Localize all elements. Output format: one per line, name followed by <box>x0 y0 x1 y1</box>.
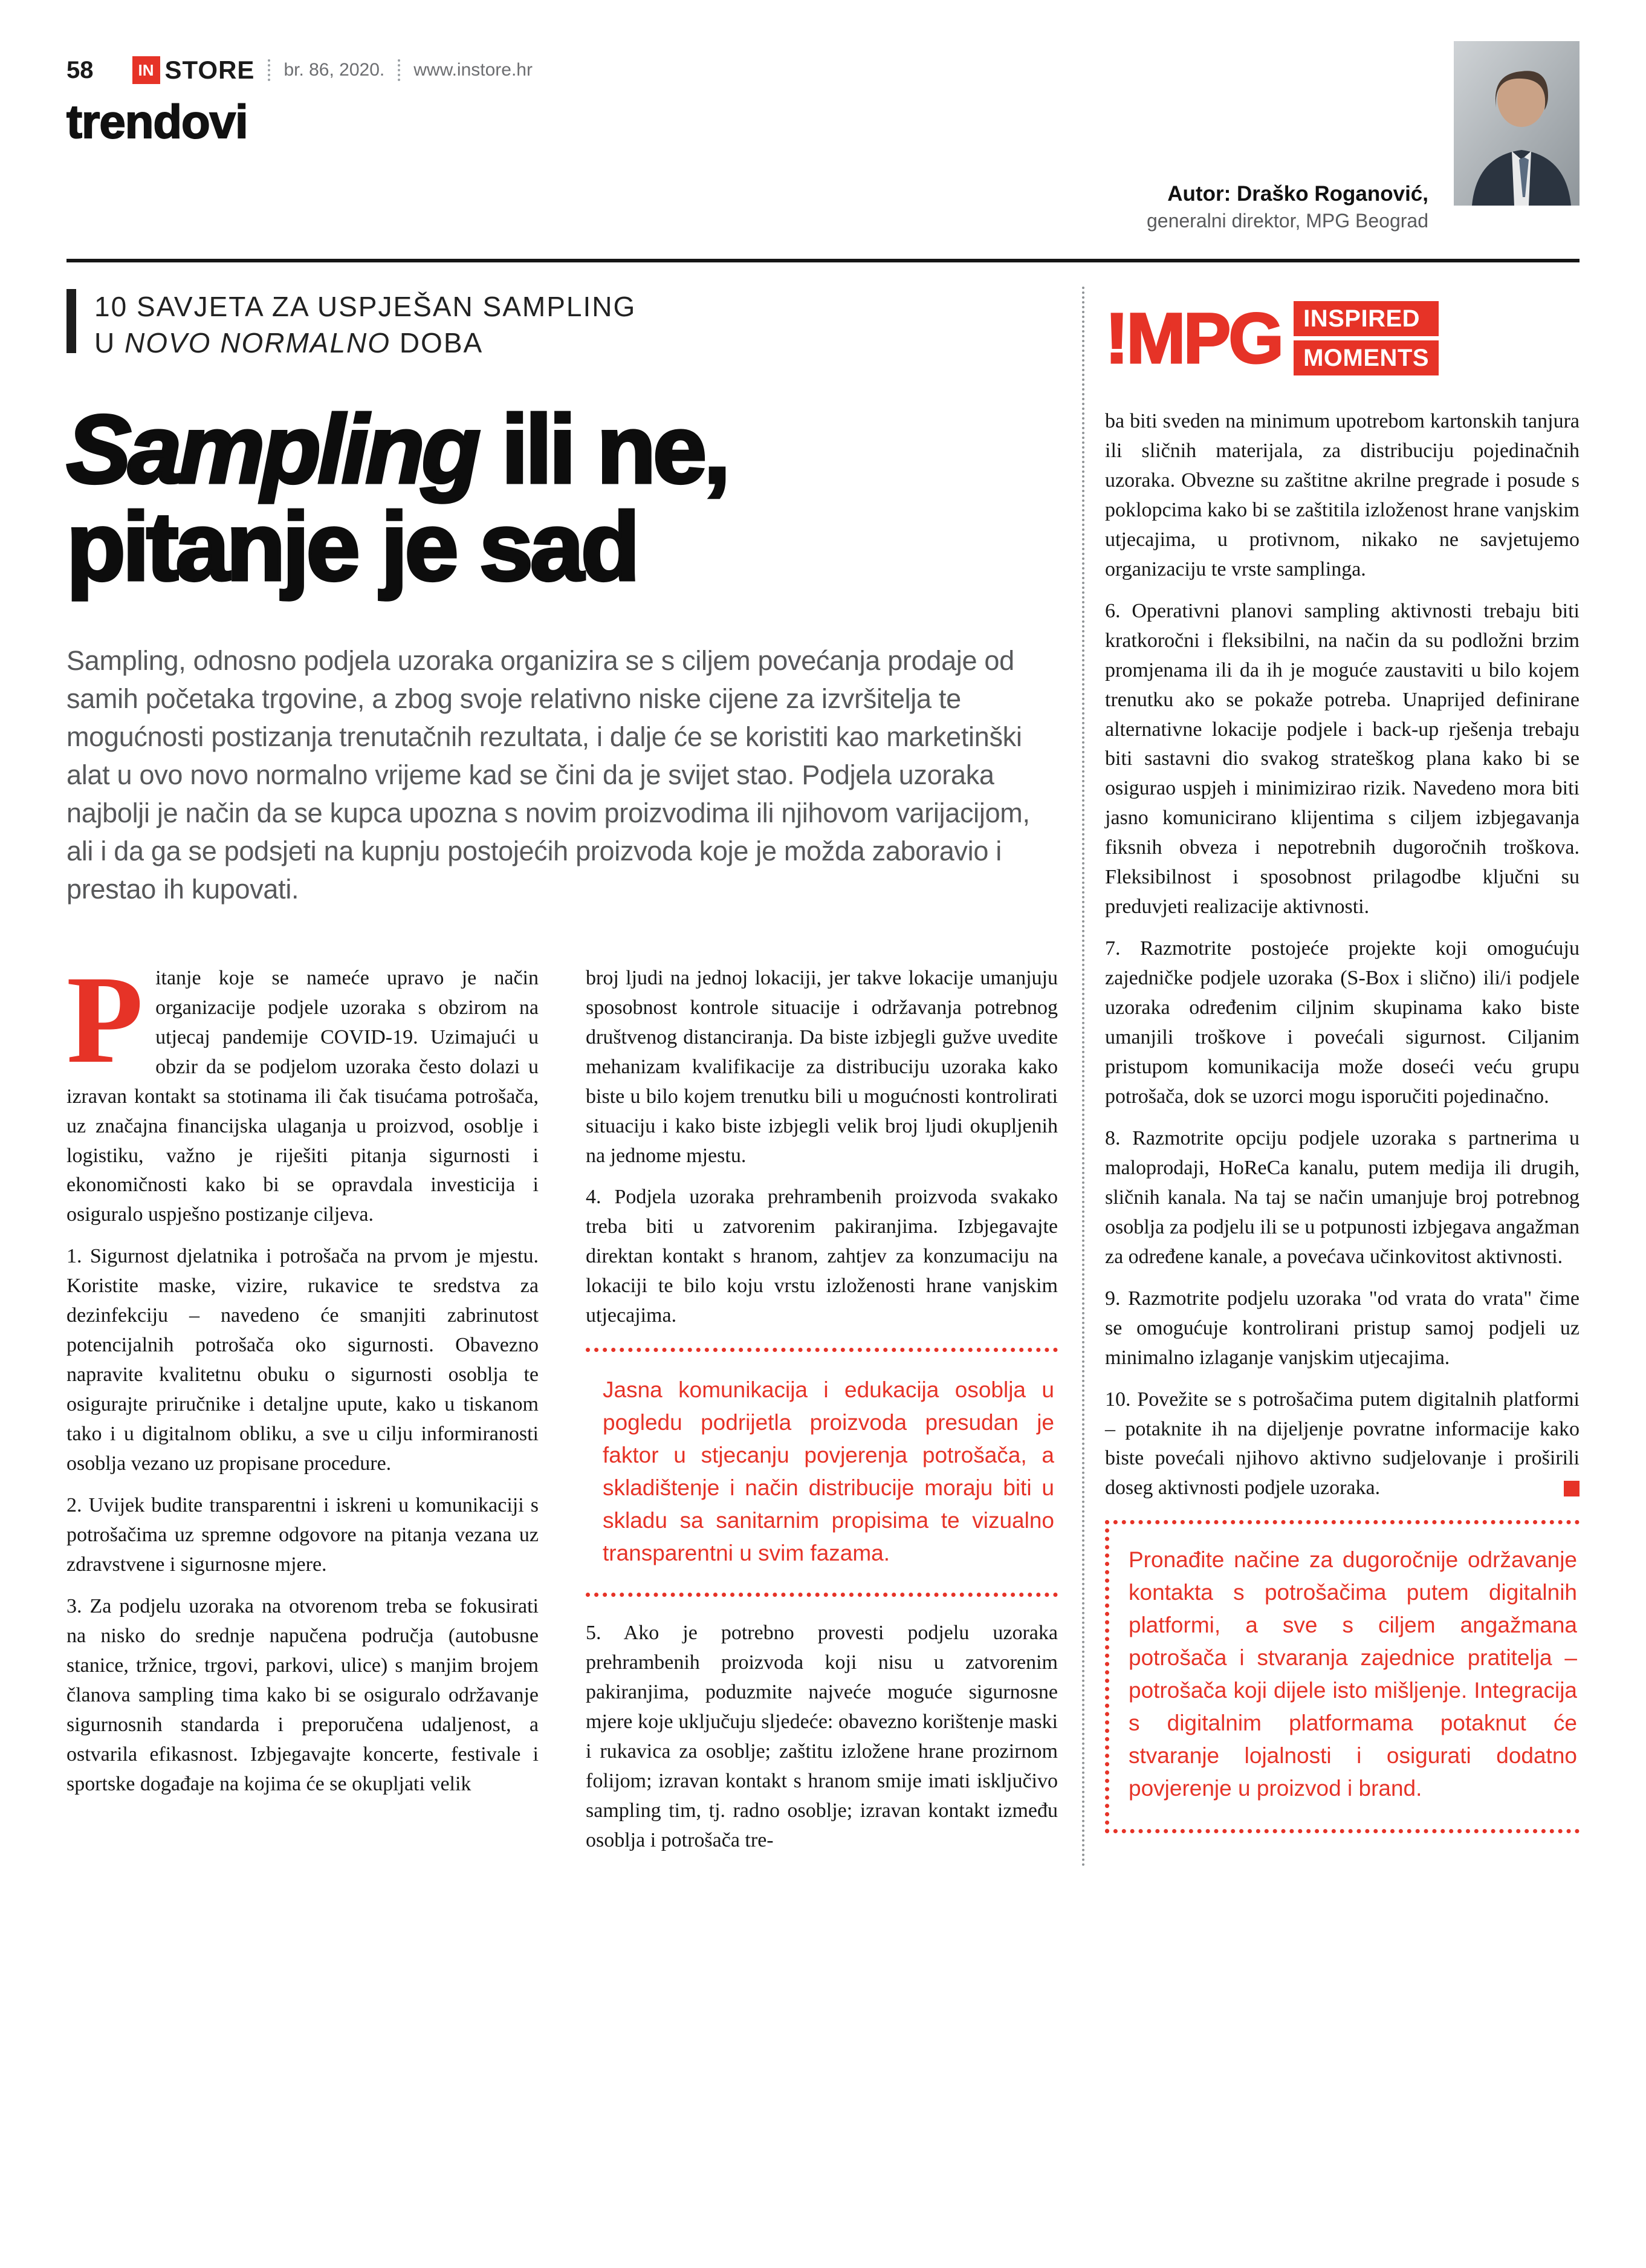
author-name: Autor: Draško Roganović, <box>1167 182 1428 206</box>
callout-box: Pronađite načine za dugoročnije održavanje kontakta s potrošačima putem digitalnih platformi, a sve s ciljem angažmana potrošača i stvaranja zajednice pratitelja – potrošača koji dijele isto mišljenje. Integracija s digitalnim platformama potaknut će stvaranje lojalnosti i osigurati dodatno povjerenje u proizvod i brand. <box>1105 1520 1580 1833</box>
mpg-badge-line2: MOMENTS <box>1294 340 1439 375</box>
header-rule <box>66 259 1580 262</box>
tip-10-text: 10. Povežite se s potrošačima putem digitalnih platformi – potaknite ih na dijeljenje povratne informacije kako biste povećali njihovo aktivno sudjelovanje i proširili doseg aktivnosti podjele uzoraka. <box>1105 1388 1580 1500</box>
author-block <box>1147 182 1428 232</box>
headline-rest-line1: ili ne, <box>478 394 728 503</box>
tip-7: 7. Razmotrite postojeće projekte koji omogućuju zajedničke podjele uzoraka (S-Box i slično) ili/i podjele uzoraka određenim ciljnim skupinama kako biste umanjili troškove i povećali sigurnost. Ciljanim pristupom komunikacija može doseći veću grupu potrošača, dok se uzorci mogu isporučiti pojedinačno. <box>1105 937 1580 1108</box>
author-photo <box>1454 41 1580 206</box>
tip-3: 3. Za podjelu uzoraka na otvorenom treba se fokusirati na nisko do srednje napučena područja (autobusne stanice, tržnice, trgovi, parkovi, ulice) s manjim brojem članova sampling tima kako bi se osiguralo održavanje sigurnosnih standarda i preporučena udaljenost, a ostvarila efikasnost. Izbjegavajte koncerte, festivale i sportske događaje na kojima će se okupljati velik <box>66 1594 539 1795</box>
mpg-logo-text <box>1105 298 1282 379</box>
tip-3-continued: broj ljudi na jednoj lokaciji, jer takve lokacije umanjuju sposobnost kontrole situacije i održavanja potrebnog društvenog distanciranja. Da biste izbjegli gužve uvedite mehanizam kvalifikacije za distribuciju uzoraka kako biste u bilo kojem trenutku bili u mogućnosti kontrolirati situaciju i kako biste izbjegli velik broj ljudi okupljenih na jednome mjestu. <box>586 966 1058 1167</box>
tip-5: 5. Ako je potrebno provesti podjelu uzoraka prehrambenih proizvoda koji nisu u zatvorenim pakiranjima, poduzmite najveće moguće sigurnosne mjere koje uključuju sljedeće: obavezno korištenje maski i rukavica za osoblje; zaštitu izložene hrane prozirnom folijom; izravan kontakt s hranom smije imati isključivo sampling tim, tj. radno osoblje; izravan kontakt između osoblja i potrošača tre- <box>586 1622 1058 1851</box>
kicker-line1: 10 SAVJETA ZA USPJEŠAN SAMPLING <box>94 291 637 322</box>
tip-5-continued: ba biti sveden na minimum upotrebom kartonskih tanjura ili sličnih materijala, za distribuciju pojedinačnih uzoraka. Obvezne su zaštitne akrilne pregrade i posude s poklopcima kako bi se zaštitila izloženost hrane vanjskim utjecajima, u protivnom, nikako ne savjetujemo organizaciju te vrste samplinga. <box>1105 410 1580 580</box>
column-divider <box>1082 287 1084 1868</box>
mpg-badge <box>1294 301 1439 375</box>
body-column-1 <box>66 949 539 1868</box>
tip-6: 6. Operativni planovi sampling aktivnosti trebaju biti kratkoročni i fleksibilni, na način da su podložni brzim promjenama ili da ih je moguće zaustaviti u bilo kojem trenutku ako se pokaže potreba. Unaprijed definirane alternativne lokacije podjele i back-up rješenja trebaju biti sastavni dio svakog strateškog plana kako bi se osigurao uspjeh i minimizirao rizik. Navedeno mora biti jasno komunicirano klijentima s ciljem izbjegavanja fiksnih obveza i nepotrebnih dugoročnih troškova. Fleksibilnost i sposobnost prilagodbe ključni su preduvjeti realizacije aktivnosti. <box>1105 599 1580 918</box>
tip-9: 9. Razmotrite podjelu uzoraka "od vrata do vrata" čime se omogućuje kontrolirani pristup samoj podjeli uz minimalno izlaganje vanjskim utjecajima. <box>1105 1287 1580 1369</box>
body-column-3 <box>1105 283 1580 1868</box>
kicker-line2-post: DOBA <box>390 327 484 359</box>
kicker-text <box>94 289 636 362</box>
tip-4: 4. Podjela uzoraka prehrambenih proizvoda svakako treba biti u zatvorenim pakiranjima. Izbjegavajte direktan kontakt s hranom, zahtjev za konzumaciju na lokaciji te bilo koju vrstu izloženosti hrane vanjskim utjecajima. <box>586 1186 1058 1327</box>
intro-text: itanje koje se nameće upravo je način organizacije podjele uzoraka s obzirom na utjecaj pandemije COVID-19. Uzimajući u obzir da se podjelom uzoraka često dolazi u izravan kontakt sa stotinama ili čak tisućama potrošača, uz značajna financijska ulaganja u proizvod, osoblje i logistiku, važno je riješiti pitanja sigurnosti i ekonomičnosti kako bi se opravdala investicija i osiguralo uspješno postizanje ciljeva. <box>66 966 539 1226</box>
page-header <box>66 0 1580 259</box>
intro-paragraph <box>66 949 539 1230</box>
instore-logo-mark: IN <box>132 56 160 84</box>
kicker-bar <box>66 289 76 353</box>
kicker-line2-pre: U <box>94 327 125 359</box>
headline-line2: pitanje je sad <box>66 492 637 601</box>
masthead-row <box>66 0 1580 85</box>
page-number: 58 <box>66 56 94 83</box>
headline-italic-word: Sampling <box>66 394 478 503</box>
body-column-2 <box>586 964 1058 1868</box>
section-title: trendovi <box>66 95 248 148</box>
separator <box>398 59 400 81</box>
body-columns <box>66 949 1058 1868</box>
article-end-mark <box>1564 1481 1580 1496</box>
issue-number: br. 86, 2020. <box>284 60 385 80</box>
article-content <box>66 283 1580 1868</box>
tip-8: 8. Razmotrite opciju podjele uzoraka s partnerima u maloprodaji, HoReCa kanalu, putem medija ili drugih, sličnih kanala. Na taj se način umanjuje broj potrebnog osoblja za podjelu ili se u potpunosti izbjegava angažman za određene kanale, a povećava učinkovitost aktivnosti. <box>1105 1126 1580 1268</box>
article-left-area <box>66 283 1058 1868</box>
article-lead: Sampling, odnosno podjela uzoraka organizira se s ciljem povećanja prodaje od samih početaka trgovine, a zbog svoje relativno niske cijene za izvršitelja te mogućnosti postizanja trenutačnih rezultata, i dalje će se koristiti kao marketinški alat u ovo novo normalno vrijeme kad se čini da je svijet stao. Podjela uzoraka najbolji je način da se kupca upozna s novim proizvodima ili njihovom varijacijom, ali i da ga se podsjeti na kupnju postojećih proizvoda koje je možda zaboravio i prestao ih kupovati. <box>66 645 1030 905</box>
drop-cap: P <box>66 949 144 1089</box>
article-headline <box>66 394 1058 601</box>
mpg-logo <box>1105 298 1580 379</box>
author-role: generalni direktor, MPG Beograd <box>1146 210 1428 232</box>
tip-2: 2. Uvijek budite transparentni i iskreni u komunikaciji s potrošačima uz spremne odgovore na pitanja vezana uz zdravstvene i sigurnosne mjere. <box>66 1493 539 1576</box>
tip-1: 1. Sigurnost djelatnika i potrošača na prvom je mjestu. Koristite maske, vizire, rukavice te sredstva za dezinfekciju – navedeno će smanjiti zabrinutost potencijalnih potrošača oko sigurnosti. Obavezno napravite kvalitetnu obuku o sigurnosti osoblja te osigurajte priručnike i detaljne upute, kako u tiskanom tako i u digitalnom obliku, a sve u cilju informiranosti osoblja vezano uz propisane procedure. <box>66 1245 539 1475</box>
kicker-line2-italic: NOVO NORMALNO <box>125 327 391 359</box>
tip-10 <box>1105 1385 1580 1504</box>
mpg-name: MPG <box>1126 298 1282 379</box>
mpg-exclaim: ! <box>1105 298 1127 379</box>
pull-quote-box: Jasna komunikacija i edukacija osoblja u pogledu podrijetla proizvoda presudan je faktor u stjecanju povjerenja potrošača, a skladištenje i način distribucije moraju biti u skladu sa sanitarnim propisima te vizualno transparentni u svim fazama. <box>586 1348 1058 1597</box>
instore-logo <box>132 56 255 85</box>
instore-logo-text: STORE <box>164 56 255 84</box>
article-kicker <box>66 289 1058 362</box>
website-link[interactable]: www.instore.hr <box>413 60 533 80</box>
mpg-badge-line1: INSPIRED <box>1294 301 1439 336</box>
separator <box>268 59 270 81</box>
